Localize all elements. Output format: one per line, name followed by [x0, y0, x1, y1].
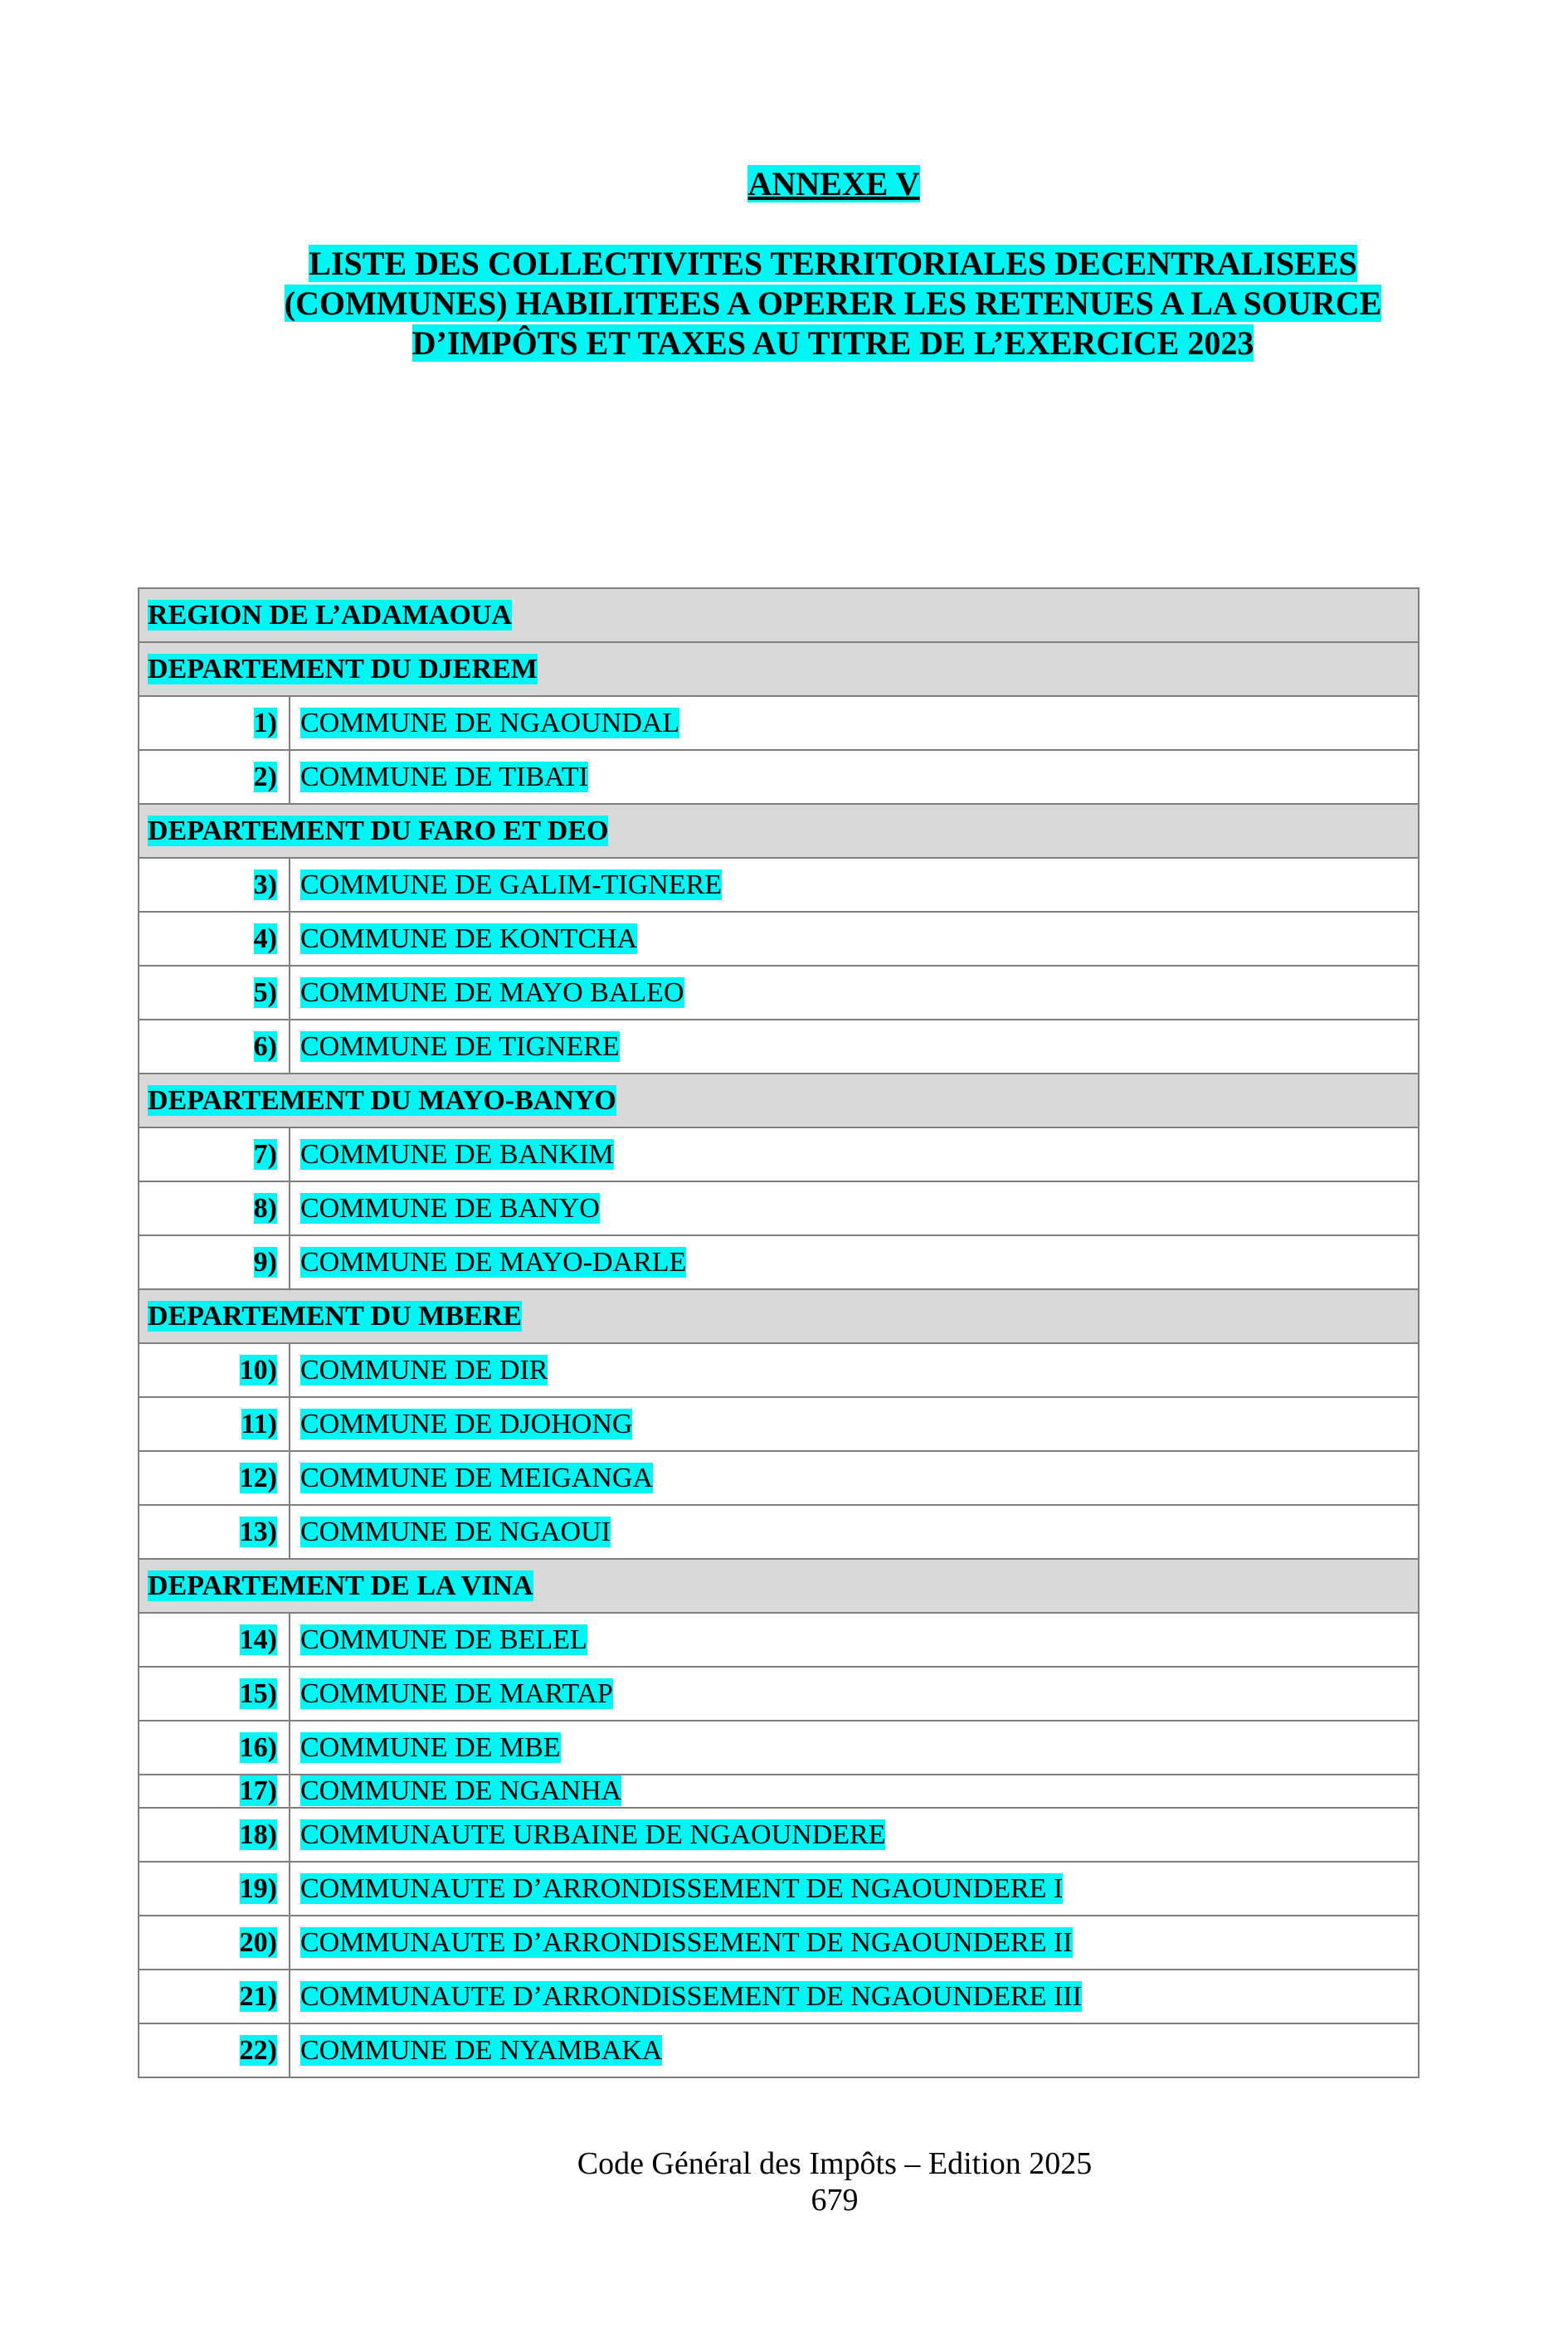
- commune-row: [139, 696, 1419, 750]
- commune-row: [139, 1808, 1419, 1862]
- commune-name-cell: [290, 1808, 1419, 1862]
- commune-number-cell: [139, 1613, 290, 1667]
- commune-number: 10): [239, 1354, 277, 1385]
- commune-number: 13): [239, 1516, 277, 1547]
- commune-number-cell: [139, 1721, 290, 1775]
- commune-number: 8): [253, 1192, 277, 1224]
- commune-row: [139, 1970, 1419, 2023]
- commune-name: COMMUNE DE TIGNERE: [300, 1030, 620, 1062]
- commune-number-cell: [139, 858, 290, 912]
- department-row: [139, 642, 1419, 696]
- commune-name: COMMUNAUTE D’ARRONDISSEMENT DE NGAOUNDERE I: [300, 1872, 1064, 1904]
- commune-name: COMMUNE DE GALIM-TIGNERE: [300, 869, 723, 900]
- commune-number: 12): [239, 1462, 277, 1493]
- commune-name-cell: [290, 696, 1419, 750]
- commune-row: [139, 858, 1419, 912]
- region-label: REGION DE L’ADAMAOUA: [148, 599, 512, 631]
- department-label: DEPARTEMENT DE LA VINA: [148, 1570, 533, 1601]
- commune-number: 15): [239, 1678, 277, 1709]
- commune-number-cell: [139, 1343, 290, 1397]
- department-row: [139, 1074, 1419, 1127]
- commune-name-cell: [290, 858, 1419, 912]
- commune-number: 20): [239, 1926, 277, 1958]
- department-label: DEPARTEMENT DU MBERE: [148, 1300, 522, 1332]
- commune-name-cell: [290, 750, 1419, 804]
- commune-row: [139, 1127, 1419, 1181]
- commune-row: [139, 750, 1419, 804]
- commune-row: [139, 912, 1419, 966]
- annex-title-text: ANNEXE V: [747, 165, 920, 202]
- department-cell: [139, 804, 1419, 858]
- commune-number-cell: [139, 1505, 290, 1559]
- commune-number-cell: [139, 696, 290, 750]
- commune-name-cell: [290, 1451, 1419, 1505]
- commune-name-cell: [290, 2023, 1419, 2077]
- commune-name-cell: [290, 1235, 1419, 1289]
- commune-name: COMMUNE DE NYAMBAKA: [300, 2034, 663, 2066]
- commune-row: [139, 966, 1419, 1020]
- commune-row: [139, 1667, 1419, 1721]
- commune-number: 14): [239, 1624, 277, 1655]
- commune-number-cell: [139, 1181, 290, 1235]
- department-cell: [139, 1559, 1419, 1613]
- commune-number-cell: [139, 1970, 290, 2023]
- communes-table: [138, 587, 1419, 2078]
- region-row: [139, 588, 1419, 642]
- commune-name-cell: [290, 1343, 1419, 1397]
- commune-name: COMMUNE DE NGANHA: [300, 1775, 622, 1806]
- commune-name: COMMUNE DE MEIGANGA: [300, 1462, 653, 1493]
- commune-name: COMMUNE DE MARTAP: [300, 1678, 613, 1709]
- region-cell: [139, 588, 1419, 642]
- commune-row: [139, 1020, 1419, 1074]
- commune-name: COMMUNE DE DJOHONG: [300, 1408, 633, 1439]
- commune-number: 5): [253, 976, 277, 1008]
- commune-name: COMMUNE DE NGAOUI: [300, 1516, 611, 1547]
- commune-name: COMMUNE DE DIR: [300, 1354, 548, 1385]
- department-label: DEPARTEMENT DU DJEREM: [148, 653, 538, 684]
- commune-row: [139, 1181, 1419, 1235]
- commune-row: [139, 1397, 1419, 1451]
- department-label: DEPARTEMENT DU MAYO-BANYO: [148, 1084, 616, 1116]
- commune-row: [139, 1775, 1419, 1808]
- commune-name-cell: [290, 1775, 1419, 1808]
- commune-name-cell: [290, 912, 1419, 966]
- communes-table-body: [139, 588, 1419, 2077]
- commune-number-cell: [139, 966, 290, 1020]
- commune-name: COMMUNE DE BELEL: [300, 1624, 587, 1655]
- commune-number: 2): [253, 761, 277, 792]
- department-cell: [139, 642, 1419, 696]
- commune-number: 3): [253, 869, 277, 900]
- commune-number: 16): [239, 1731, 277, 1763]
- document-heading: [0, 244, 1568, 363]
- commune-name: COMMUNE DE MBE: [300, 1731, 561, 1763]
- commune-name: COMMUNE DE NGAOUNDAL: [300, 707, 680, 738]
- commune-name-cell: [290, 1020, 1419, 1074]
- commune-row: [139, 1343, 1419, 1397]
- commune-name: COMMUNAUTE D’ARRONDISSEMENT DE NGAOUNDERE III: [300, 1980, 1082, 2012]
- commune-number-cell: [139, 1808, 290, 1862]
- commune-name-cell: [290, 1667, 1419, 1721]
- page-number: 679: [811, 2183, 859, 2218]
- commune-number: 4): [253, 923, 277, 954]
- commune-row: [139, 1505, 1419, 1559]
- department-cell: [139, 1289, 1419, 1343]
- commune-number-cell: [139, 1862, 290, 1916]
- commune-name-cell: [290, 1862, 1419, 1916]
- commune-name: COMMUNAUTE URBAINE DE NGAOUNDERE: [300, 1819, 886, 1850]
- heading-line: LISTE DES COLLECTIVITES TERRITORIALES DECENTRALISEES: [309, 245, 1357, 282]
- commune-number-cell: [139, 2023, 290, 2077]
- commune-name: COMMUNE DE MAYO-DARLE: [300, 1246, 687, 1278]
- commune-name: COMMUNE DE BANKIM: [300, 1138, 614, 1170]
- commune-row: [139, 1235, 1419, 1289]
- commune-number: 7): [253, 1138, 277, 1170]
- department-cell: [139, 1074, 1419, 1127]
- footer-title: Code Général des Impôts – Edition 2025: [577, 2146, 1093, 2181]
- commune-number-cell: [139, 750, 290, 804]
- page-footer: [0, 2145, 1568, 2218]
- commune-row: [139, 1862, 1419, 1916]
- commune-name-cell: [290, 1916, 1419, 1970]
- commune-name-cell: [290, 1181, 1419, 1235]
- commune-name: COMMUNE DE BANYO: [300, 1192, 600, 1224]
- commune-row: [139, 1451, 1419, 1505]
- commune-row: [139, 1916, 1419, 1970]
- commune-number-cell: [139, 1127, 290, 1181]
- commune-number: 17): [239, 1775, 277, 1806]
- commune-number: 1): [253, 707, 277, 738]
- commune-row: [139, 1613, 1419, 1667]
- commune-name-cell: [290, 1505, 1419, 1559]
- commune-row: [139, 2023, 1419, 2077]
- heading-line: (COMMUNES) HABILITEES A OPERER LES RETENUES A LA SOURCE: [284, 285, 1382, 322]
- commune-number-cell: [139, 1916, 290, 1970]
- commune-name: COMMUNE DE TIBATI: [300, 761, 588, 792]
- commune-name-cell: [290, 1721, 1419, 1775]
- commune-number-cell: [139, 912, 290, 966]
- commune-number-cell: [139, 1235, 290, 1289]
- department-row: [139, 1289, 1419, 1343]
- commune-name-cell: [290, 966, 1419, 1020]
- commune-name: COMMUNE DE KONTCHA: [300, 923, 638, 954]
- commune-number: 21): [239, 1980, 277, 2012]
- commune-name: COMMUNAUTE D’ARRONDISSEMENT DE NGAOUNDERE II: [300, 1926, 1073, 1958]
- commune-name-cell: [290, 1970, 1419, 2023]
- commune-row: [139, 1721, 1419, 1775]
- commune-number: 9): [253, 1246, 277, 1278]
- commune-number-cell: [139, 1667, 290, 1721]
- department-label: DEPARTEMENT DU FARO ET DEO: [148, 815, 609, 846]
- commune-number-cell: [139, 1775, 290, 1808]
- commune-number: 18): [239, 1819, 277, 1850]
- commune-name-cell: [290, 1397, 1419, 1451]
- heading-line: D’IMPÔTS ET TAXES AU TITRE DE L’EXERCICE 2023: [411, 324, 1254, 362]
- commune-number: 22): [239, 2034, 277, 2066]
- commune-number-cell: [139, 1451, 290, 1505]
- department-row: [139, 804, 1419, 858]
- department-row: [139, 1559, 1419, 1613]
- commune-name-cell: [290, 1613, 1419, 1667]
- commune-number: 11): [241, 1408, 277, 1439]
- commune-number: 6): [253, 1030, 277, 1062]
- commune-number-cell: [139, 1397, 290, 1451]
- annex-title: [0, 163, 1568, 206]
- commune-name: COMMUNE DE MAYO BALEO: [300, 976, 684, 1008]
- commune-number-cell: [139, 1020, 290, 1074]
- commune-name-cell: [290, 1127, 1419, 1181]
- commune-number: 19): [239, 1872, 277, 1904]
